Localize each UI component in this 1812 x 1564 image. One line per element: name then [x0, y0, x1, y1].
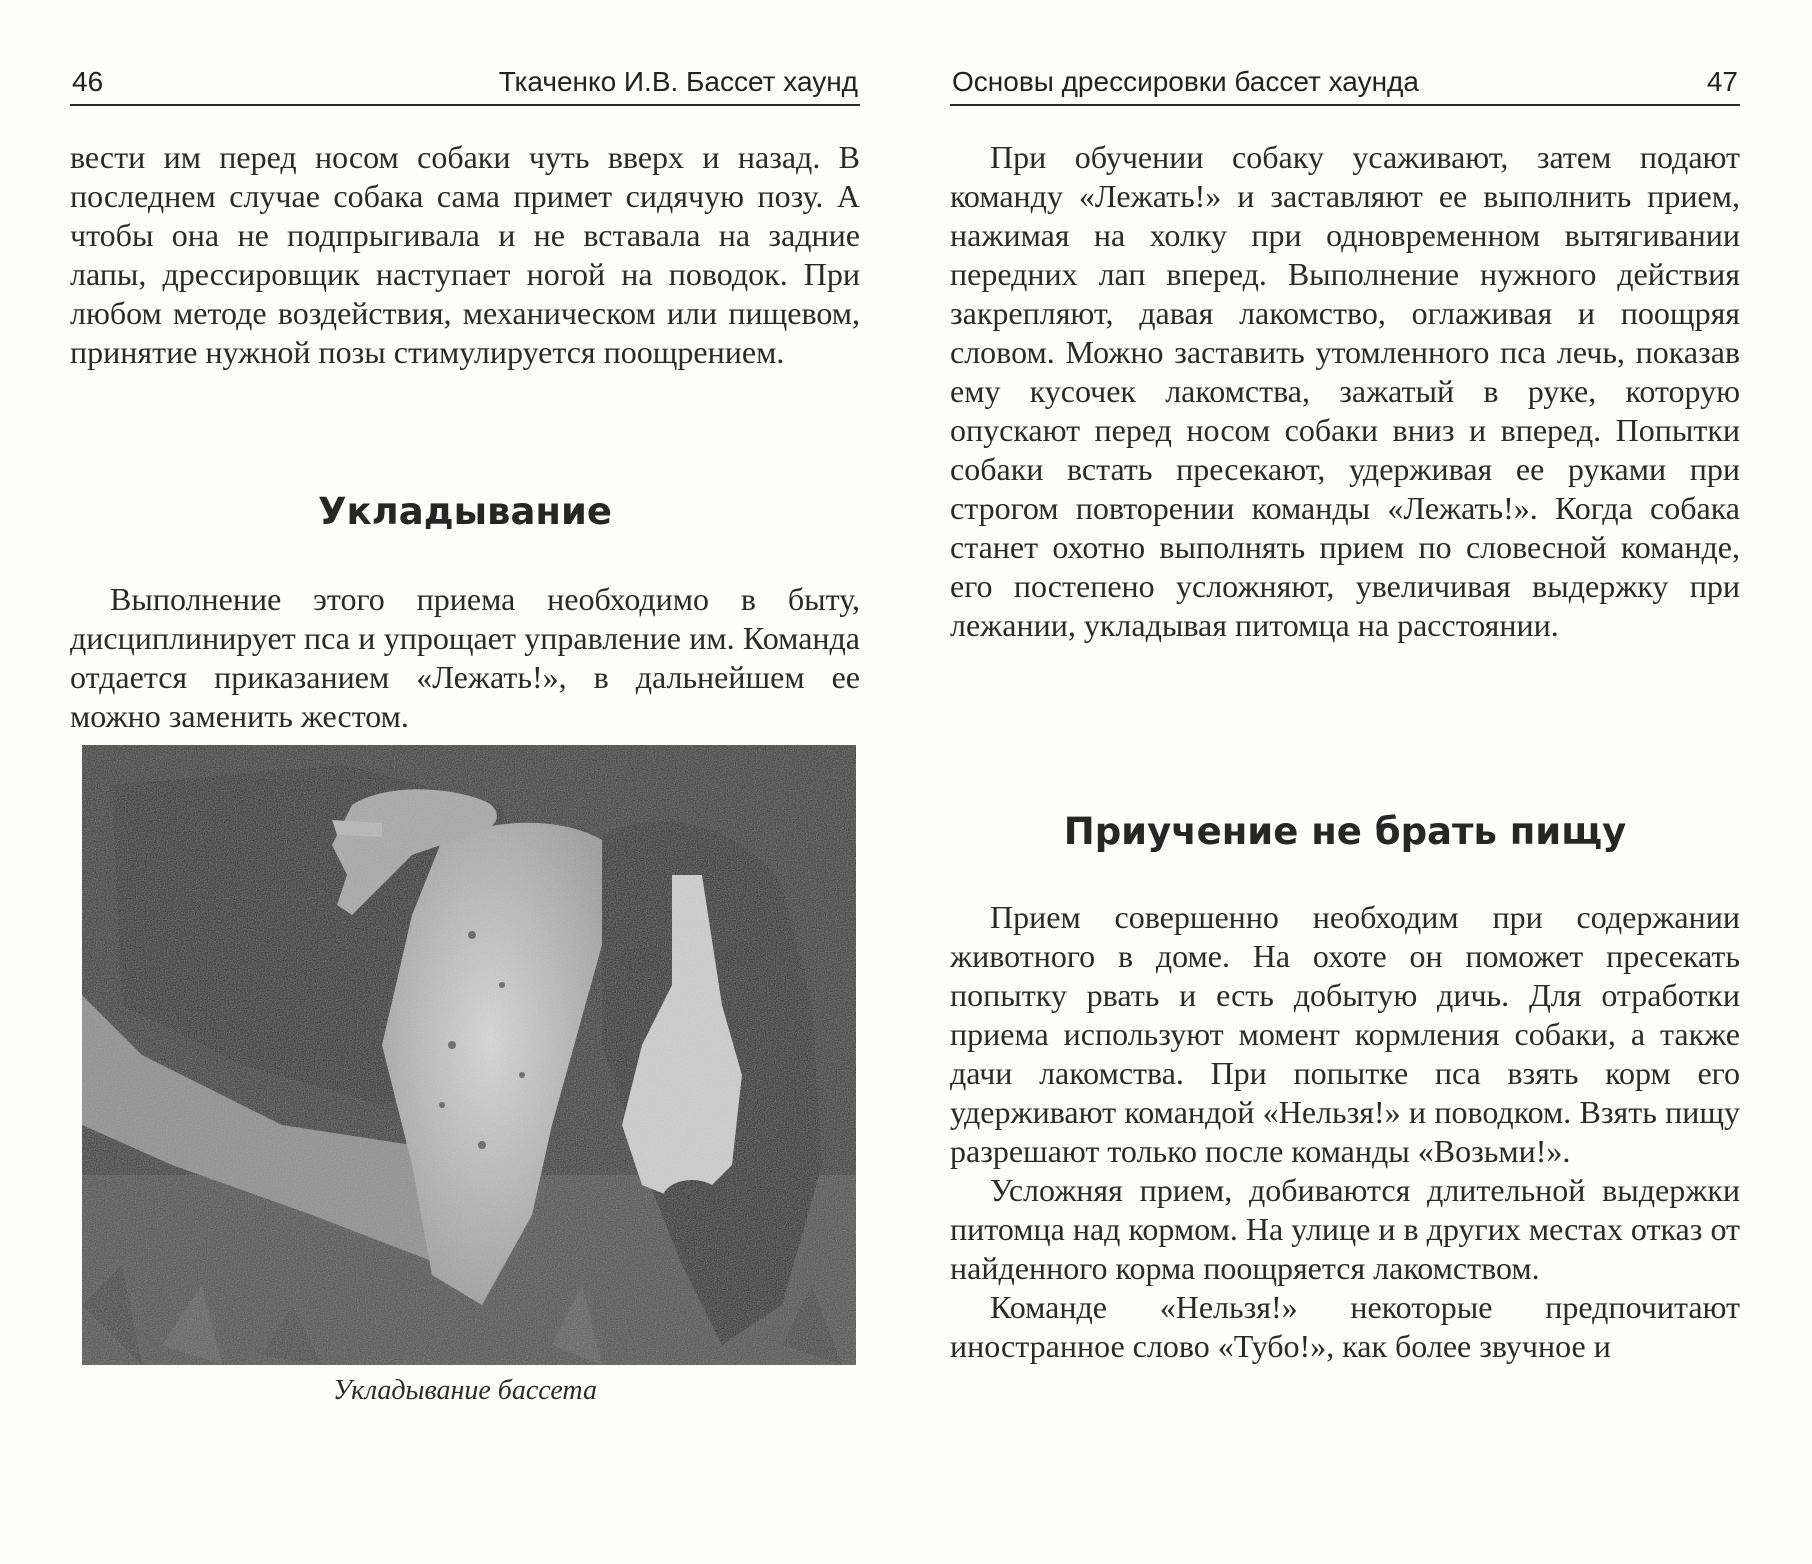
left-page-number: 46 [72, 66, 104, 97]
right-page-header [950, 60, 1740, 106]
basset-photo-drawing [82, 745, 856, 1365]
right-paragraph-4: Команде «Нельзя!» некоторые предпочитают иностранное слово «Тубо!», как более звучное и [950, 1289, 1740, 1364]
left-running-head: Ткаченко И.В. Бассет хаунд [498, 66, 858, 97]
left-section-heading: Укладывание [317, 490, 612, 533]
left-paragraph-1: вести им перед носом собаки чуть вверх и назад. В последнем случае собака сама примет сидячую позу. А чтобы она не подпрыгивала и не вставала на задние лапы, дрессировщик наступает ногой на поводок. При любом методе воздействия, механическом или пищевом, принятие нужной позы стимулируется поощрением. [70, 139, 860, 370]
right-page-number: 47 [1706, 66, 1738, 97]
right-page [950, 0, 1740, 1564]
left-body-bottom [70, 580, 860, 736]
right-running-head: Основы дрессировки бассет хаунда [952, 66, 1419, 97]
left-page-header [70, 60, 860, 106]
right-section-heading: Приучение не брать пищу [1063, 810, 1627, 853]
basset-photo [82, 745, 856, 1365]
right-paragraph-1: При обучении собаку усаживают, затем подают команду «Лежать!» и заставляют ее выполнить прием, нажимая на холку при одновременном вытягивании передних лап вперед. Выполнение нужного действия закрепляют, давая лакомство, оглаживая и поощряя словом. Можно заставить утомленного пса лечь, показав ему кусочек лакомства, зажатый в руке, которую опускают перед носом собаки вниз и вперед. Попытки собаки встать пресекают, удерживая ее руками при строгом повторении команды «Лежать!». Когда собака станет охотно выполнять прием по словесной команде, его постепено усложняют, увеличивая выдержку при лежании, укладывая питомца на расстоянии. [950, 139, 1740, 643]
photo-caption: Укладывание бассета [333, 1375, 597, 1406]
right-paragraph-3: Усложняя прием, добиваются длительной выдержки питомца над кормом. На улице и в других местах отказ от найденного корма поощряется лакомством. [950, 1172, 1740, 1286]
right-body-bottom [950, 898, 1740, 1366]
left-body-top [70, 138, 860, 372]
right-paragraph-2: Прием совершенно необходим при содержании животного в доме. На охоте он поможет пресекать попытку рвать и есть добытую дичь. Для отработки приема используют момент кормления собаки, а также дачи лакомства. При попытке пса взять корм его удерживают командой «Нельзя!» и поводком. Взять пищу разрешают только после команды «Возьми!». [950, 899, 1740, 1169]
left-paragraph-2: Выполнение этого приема необходимо в быту, дисциплинирует пса и упрощает управление им. Команда отдается приказанием «Лежать!», в дальнейшем ее можно заменить жестом. [70, 581, 860, 734]
left-page [70, 0, 860, 1564]
right-body-top [950, 138, 1740, 645]
